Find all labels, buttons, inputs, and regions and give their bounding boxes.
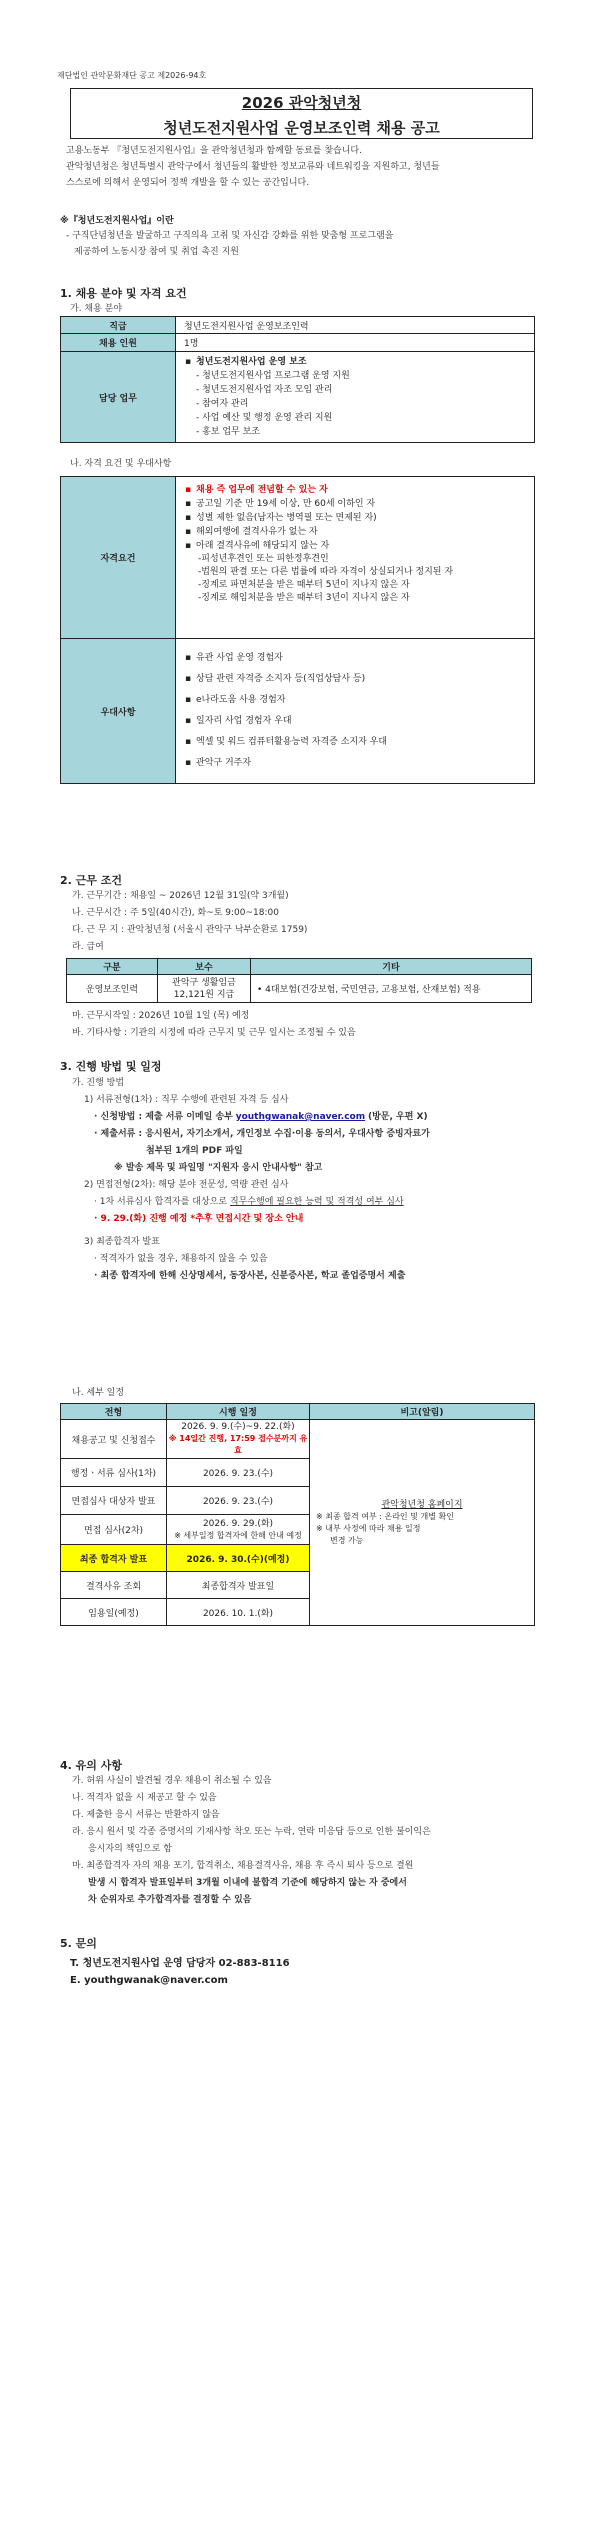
- work-conditions: [72, 888, 307, 956]
- step3-a: · 적격자가 없을 경우, 채용하지 않을 수 있음: [94, 1254, 268, 1264]
- work-line: 마. 근무시작일 : 2026년 10월 1일 (목) 예정: [72, 1011, 250, 1021]
- pref-item: ▪ e나라도움 사용 경험자: [196, 690, 526, 711]
- docs-line: 첨부된 1개의 PDF 파일: [146, 1146, 243, 1156]
- work-line: 가. 근무기간 : 채용일 ~ 2026년 12월 31일(약 3개월): [72, 891, 289, 901]
- req-sub-item: -피성년후견인 또는 피한정후견인: [198, 554, 329, 564]
- pay-header: 보수: [158, 959, 251, 975]
- page-title: 청년도전지원사업 운영보조인력 채용 공고: [163, 119, 440, 137]
- intro-line: 고용노동부 『청년도전지원사업』을 관악청년청과 함께할 동료를 찾습니다.: [66, 146, 362, 156]
- pref-item: ▪ 엑셀 및 워드 컴퓨터활용능력 자격증 소지자 우대: [196, 732, 526, 753]
- schedule-stage: 면접심사 대상자 발표: [61, 1487, 167, 1515]
- apply-label: · 신청방법 : 제출 서류 이메일 송부: [94, 1112, 233, 1122]
- schedule-note: [310, 1420, 535, 1626]
- pay-amount: [158, 975, 251, 1003]
- schedule-date-note: ※ 세부일정 합격자에 한해 안내 예정: [174, 1530, 302, 1540]
- section4-title: 4. 유의 사항: [60, 1759, 122, 1772]
- work-line: 라. 급여: [72, 942, 104, 952]
- schedule-date: [167, 1420, 310, 1459]
- recruit-table: [60, 316, 535, 443]
- req-item: ▪ 성별 제한 없음(남자는 병역필 또는 면제된 자): [196, 511, 526, 525]
- notice-number: 재단법인 관악문화재단 공고 제2026-94호: [57, 71, 207, 80]
- pref-item: ▪ 상담 관련 자격증 소지자 등(직업상담사 등): [196, 669, 526, 690]
- req-item: ▪ 공고일 기준 만 19세 이상, 만 60세 이하인 자: [196, 497, 526, 511]
- schedule-date-note: ※ 14일간 진행, 17:59 접수분까지 유효: [168, 1434, 308, 1455]
- schedule-date-final: 2026. 9. 30.(수)(예정): [167, 1545, 310, 1572]
- pref-cell: [176, 639, 535, 784]
- process-steps: [84, 1092, 544, 1285]
- schedule-date-main: 2026. 9. 9.(수)~9. 22.(화): [181, 1422, 295, 1432]
- duty-item: - 사업 예산 및 행정 운영 관리 지원: [196, 413, 333, 423]
- schedule-date: 2026. 9. 23.(수): [167, 1459, 310, 1487]
- headcount-label: 채용 인원: [61, 334, 176, 352]
- section1-title: 1. 채용 분야 및 자격 요건: [60, 287, 187, 300]
- page-title-year: 2026 관악청년청: [241, 94, 362, 112]
- contact-tel: T. 청년도전지원사업 운영 담당자 02-883-8116: [70, 1958, 290, 1969]
- duty-item: - 참여자 관리: [196, 399, 249, 409]
- section3-title: 3. 진행 방법 및 일정: [60, 1060, 162, 1073]
- req-label: 자격요건: [61, 477, 176, 639]
- schedule-date-main: 2026. 9. 29.(화): [202, 1518, 274, 1529]
- apply-method: [84, 1109, 544, 1126]
- pref-item: ▪ 관악구 거주자: [196, 753, 526, 774]
- note-line: 차 순위자로 추가합격자를 결정할 수 있음: [88, 1895, 252, 1905]
- intro-line: 관악청년청은 청년특별시 관악구에서 청년들의 활발한 정보교류와 네트워킹을 지원하고, 청년들: [66, 162, 440, 172]
- schedule-stage: 행정ㆍ서류 심사(1차): [61, 1459, 167, 1487]
- step2-a-text: · 1차 서류심사 합격자를 대상으로: [94, 1197, 228, 1207]
- work-line: 나. 근무시간 : 주 5일(40시간), 화~토 9:00~18:00: [72, 908, 279, 918]
- note-line: 라. 응시 원서 및 각종 증명서의 기재사항 착오 또는 누락, 연락 미응답 등으로 인한 불이익은: [72, 1827, 431, 1837]
- section2-title: 2. 근무 조건: [60, 874, 122, 887]
- headcount-value: 1명: [176, 334, 535, 352]
- duty-item: - 홍보 업무 보조: [196, 427, 260, 437]
- schedule-date: 최종합격자 발표일: [167, 1572, 310, 1599]
- note-line: 응시자의 책임으로 함: [88, 1844, 172, 1854]
- schedule-stage: 결격사유 조회: [61, 1572, 167, 1599]
- qualification-table: [60, 476, 535, 784]
- req-item: ▪ 채용 즉 업무에 전념할 수 있는 자: [196, 483, 526, 497]
- notes-list: [72, 1773, 542, 1909]
- intro-text: [66, 143, 536, 191]
- note-line: 가. 허위 사실이 발견될 경우 채용이 취소될 수 있음: [72, 1776, 272, 1786]
- req-sub-item: -법원의 판결 또는 다른 법률에 따라 자격이 상실되거나 정지된 자: [198, 567, 454, 577]
- step1: 1) 서류전형(1차) : 직무 수행에 관련된 자격 등 심사: [84, 1095, 289, 1105]
- schedule-note-line: ※ 내부 사정에 따라 채용 일정: [316, 1523, 421, 1533]
- duty-label: 담당 업무: [61, 352, 176, 443]
- schedule-stage: 채용공고 및 신청접수: [61, 1420, 167, 1459]
- pay-header: 구분: [67, 959, 158, 975]
- pref-item: ▪ 유관 사업 운영 경험자: [196, 648, 526, 669]
- pay-role: 운영보조인력: [67, 975, 158, 1003]
- contact-email[interactable]: E. youthgwanak@naver.com: [70, 1975, 228, 1986]
- schedule-date: 2026. 9. 23.(수): [167, 1487, 310, 1515]
- schedule-note-line: ※ 최종 합격 여부 : 온라인 및 개별 확인: [316, 1511, 454, 1521]
- pay-header: 기타: [251, 959, 532, 975]
- section5-title: 5. 문의: [60, 1937, 97, 1950]
- definition-heading: ※『청년도전지원사업』이란: [60, 216, 174, 226]
- schedule-header: 비고(알림): [310, 1404, 535, 1420]
- step3-b: · 최종 합격자에 한해 신상명세서, 동장사본, 신분증사본, 학교 졸업증명서 제출: [94, 1271, 406, 1281]
- step2-a: [84, 1194, 544, 1211]
- title-box: [70, 88, 533, 139]
- work-after: [72, 1008, 356, 1042]
- pref-label: 우대사항: [61, 639, 176, 784]
- section1-sub-b: 나. 자격 요건 및 우대사항: [70, 459, 172, 469]
- pay-line: 12,121원 지급: [173, 989, 235, 1000]
- pay-table: [66, 958, 532, 1003]
- step2-b: · 9. 29.(화) 진행 예정 *추후 면접시간 및 장소 안내: [94, 1214, 304, 1224]
- duty-main: ▪ 청년도전지원사업 운영 보조: [196, 355, 526, 369]
- apply-suffix: (방문, 우편 X): [367, 1112, 428, 1122]
- schedule-header: 전형: [61, 1404, 167, 1420]
- definition-line: - 구직단념청년을 발굴하고 구직의욕 고취 및 자신감 강화를 위한 맞춤형 프로그램을: [66, 231, 394, 241]
- pay-line: 관악구 생활임금: [172, 977, 236, 988]
- duty-item: - 청년도전지원사업 자조 모임 관리: [196, 385, 333, 395]
- duty-cell: [176, 352, 535, 443]
- note-line: 나. 적격자 없을 시 재공고 할 수 있음: [72, 1793, 217, 1803]
- job-label: 직급: [61, 317, 176, 334]
- schedule-date: [167, 1515, 310, 1545]
- work-line: 다. 근 무 지 : 관악청년청 (서울시 관악구 낙부순환로 1759): [72, 925, 308, 935]
- req-cell: [176, 477, 535, 639]
- req-item: ▪ 해외여행에 결격사유가 없는 자: [196, 525, 526, 539]
- schedule-header: 시행 일정: [167, 1404, 310, 1420]
- pref-item: ▪ 일자리 사업 경험자 우대: [196, 711, 526, 732]
- step2-a-underline: 직무수행에 필요한 능력 및 적격성 여부 심사: [229, 1197, 404, 1207]
- schedule-note-title: 관악청년청 홈페이지: [381, 1499, 463, 1510]
- note-line: 발생 시 합격자 발표일부터 3개월 이내에 불합격 기준에 해당하지 않는 자 중에서: [88, 1878, 407, 1888]
- step2: 2) 면접전형(2차): 해당 분야 전문성, 역량 관련 심사: [84, 1180, 289, 1190]
- schedule-stage: 임용일(예정): [61, 1599, 167, 1626]
- note-line: 마. 최종합격자 자의 채용 포기, 합격취소, 채용결격사유, 채용 후 즉시 퇴사 등으로 결원: [72, 1861, 414, 1871]
- pay-etc: • 4대보험(건강보험, 국민연금, 고용보험, 산재보험) 적용: [251, 975, 532, 1003]
- schedule-table: [60, 1403, 535, 1626]
- section3-sub-a: 가. 진행 방법: [72, 1078, 125, 1088]
- req-sub-item: -징계로 해임처분을 받은 때부터 3년이 지나지 않은 자: [198, 593, 410, 603]
- work-line: 바. 기타사항 : 기관의 시정에 따라 근무지 및 근무 일시는 조정될 수 있음: [72, 1028, 356, 1038]
- apply-email-link[interactable]: youthgwanak@naver.com: [235, 1112, 366, 1122]
- schedule-date: 2026. 10. 1.(화): [167, 1599, 310, 1626]
- req-item: ▪ 아래 결격사유에 해당되지 않는 자: [196, 539, 526, 553]
- intro-line: 스스로에 의해서 운영되어 정책 개발을 할 수 있는 공간입니다.: [66, 178, 310, 188]
- docs-line: · 제출서류 : 응시원서, 자기소개서, 개인정보 수집·이용 동의서, 우대사항 증빙자료가: [94, 1129, 430, 1139]
- schedule-note-line: 변경 가능: [330, 1535, 364, 1545]
- section3-sub-b: 나. 세부 일정: [72, 1388, 125, 1398]
- definition-line: 제공하여 노동시장 참여 및 취업 촉진 지원: [74, 247, 239, 257]
- section1-sub-a: 가. 채용 분야: [70, 304, 123, 314]
- definition-body: [66, 228, 536, 260]
- schedule-stage-final: 최종 합격자 발표: [61, 1545, 167, 1572]
- docs-note: ※ 발송 제목 및 파일명 "지원자 응시 안내사항" 참고: [114, 1163, 323, 1173]
- req-sub-item: -징계로 파면처분을 받은 때부터 5년이 지나지 않은 자: [198, 580, 410, 590]
- step3: 3) 최종합격자 발표: [84, 1237, 160, 1247]
- note-line: 다. 제출한 응시 서류는 반환하지 않음: [72, 1810, 220, 1820]
- duty-item: - 청년도전지원사업 프로그램 운영 지원: [196, 371, 350, 381]
- schedule-stage: 면접 심사(2차): [61, 1515, 167, 1545]
- job-value: 청년도전지원사업 운영보조인력: [176, 317, 535, 334]
